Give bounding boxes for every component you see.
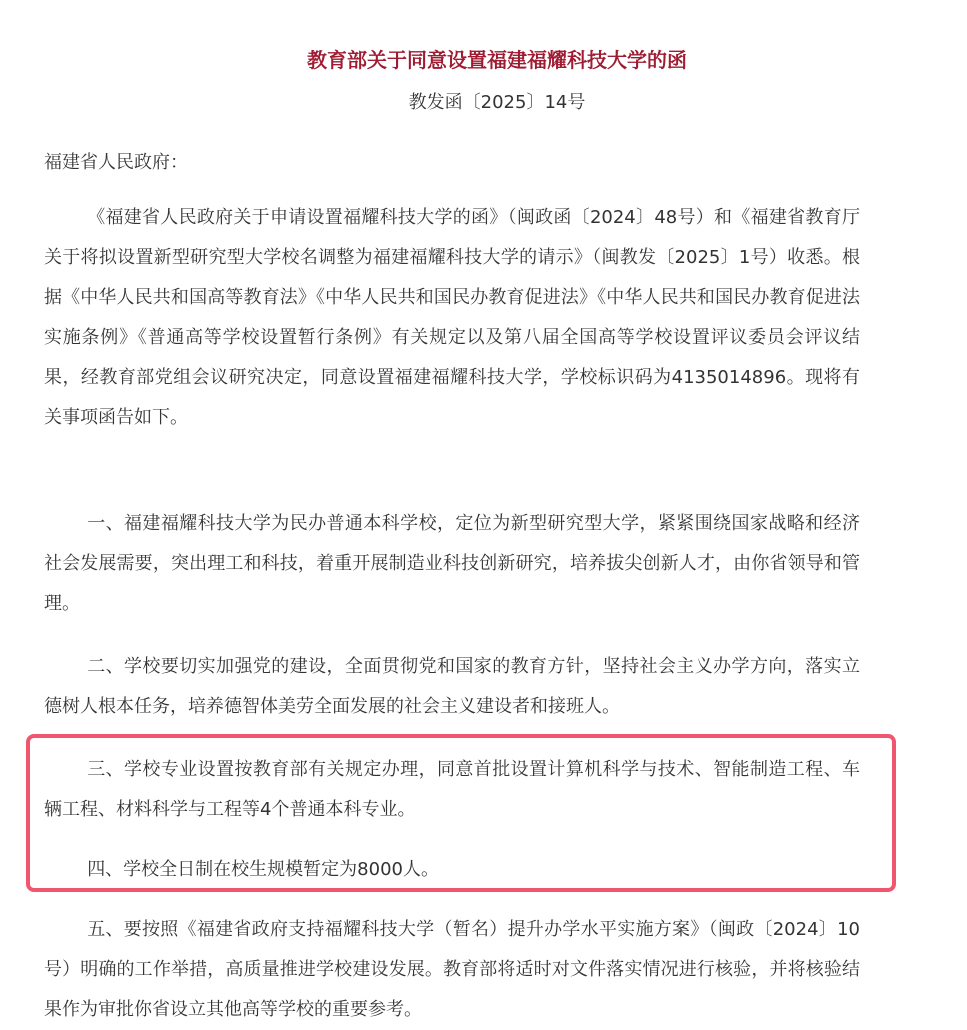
addressee: 福建省人民政府： [44,152,188,173]
document-number: 教发函〔2025〕14号 [408,92,586,113]
paragraph-item-3: 三、学校专业设置按教育部有关规定办理，同意首批设置计算机科学与技术、智能制造工程、车辆工程、材料科学与工程等4个普通本科专业。 [44,759,860,820]
paragraph-item-4: 四、学校全日制在校生规模暂定为8000人。 [87,859,439,880]
paragraph-item-5: 五、要按照《福建省政府支持福耀科技大学（暂名）提升办学水平实施方案》（闽政〔2024〕10号）明确的工作举措，高质量推进学校建设发展。教育部将适时对文件落实情况进行核验，并将核验结果作为审批你省设立其他高等学校的重要参考。 [44,919,860,1020]
highlight-box [26,734,896,892]
paragraph-item-1: 一、福建福耀科技大学为民办普通本科学校，定位为新型研究型大学，紧紧围绕国家战略和经济社会发展需要，突出理工和科技，着重开展制造业科技创新研究，培养拔尖创新人才，由你省领导和管理。 [44,513,860,614]
paragraph-intro: 《福建省人民政府关于申请设置福耀科技大学的函》（闽政函〔2024〕48号）和《福建省教育厅关于将拟设置新型研究型大学校名调整为福建福耀科技大学的请示》（闽教发〔2025〕1号）收悉。根据《中华人民共和国高等教育法》《中华人民共和国民办教育促进法》《中华人民共和国民办教育促进法实施条例》《普通高等学校设置暂行条例》有关规定以及第八届全国高等学校设置评议委员会评议结果，经教育部党组会议研究决定，同意设置福建福耀科技大学，学校标识码为4135014896。现将有关事项函告如下。 [44,207,860,428]
paragraph-item-2: 二、学校要切实加强党的建设，全面贯彻党和国家的教育方针，坚持社会主义办学方向，落实立德树人根本任务，培养德智体美劳全面发展的社会主义建设者和接班人。 [44,656,860,717]
document-title: 教育部关于同意设置福建福耀科技大学的函 [307,48,687,72]
